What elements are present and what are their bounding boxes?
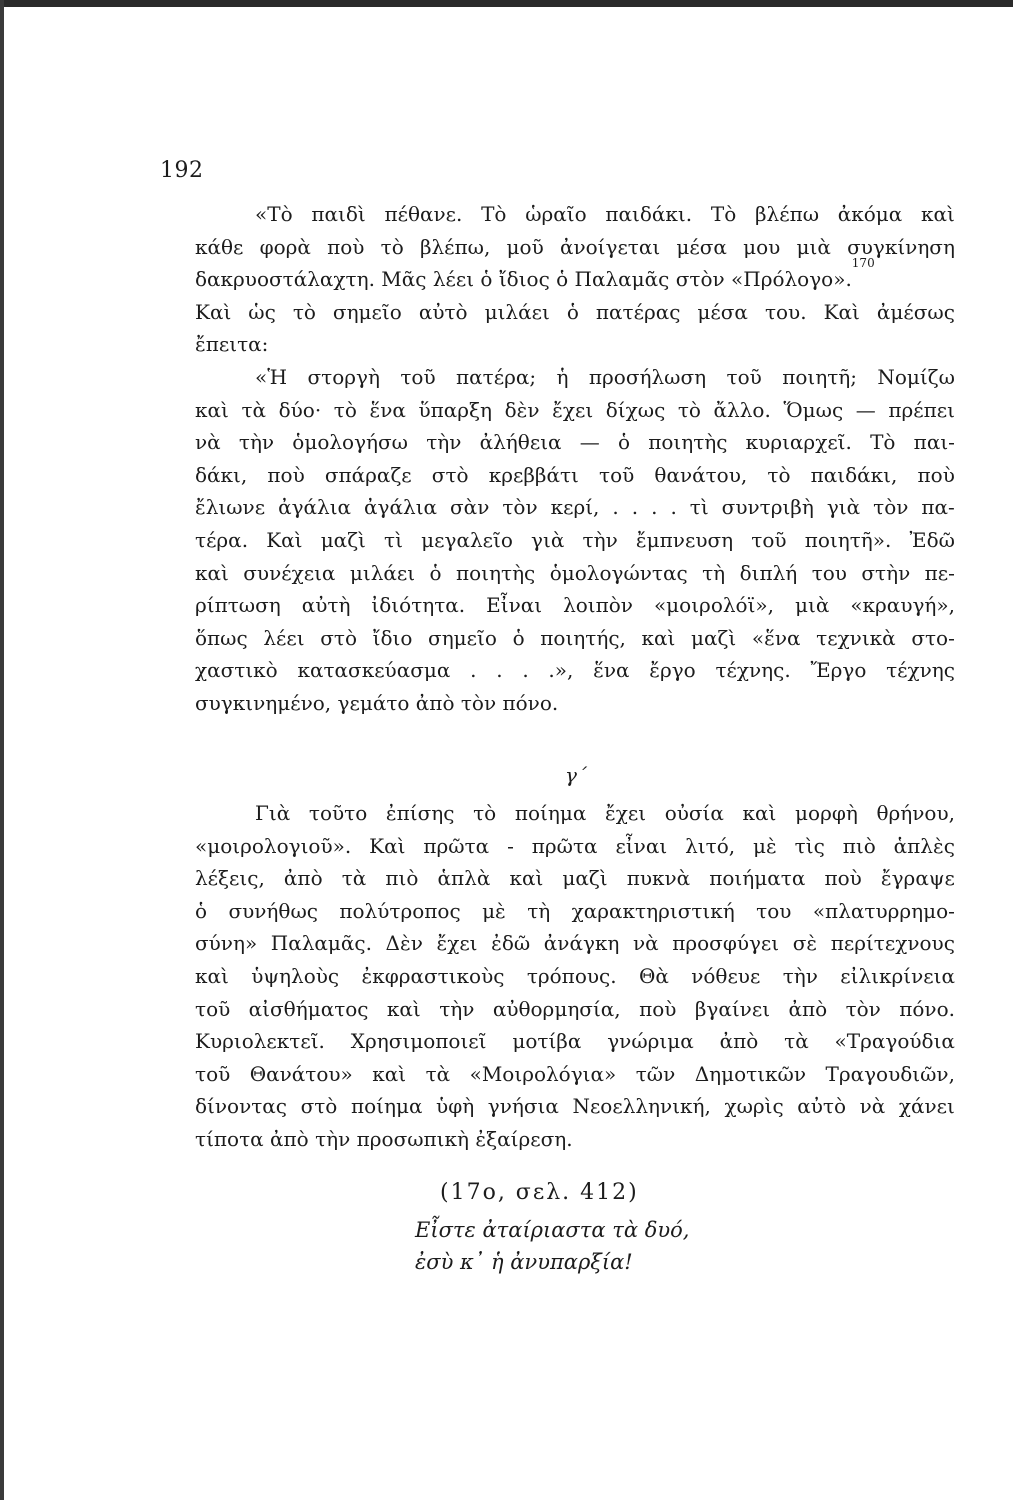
word: βγαίνει	[694, 996, 771, 1021]
word: λοιπὸν	[563, 593, 633, 618]
word: Τὸ	[481, 202, 507, 226]
word: πυκνὰ	[626, 866, 691, 891]
word: σημεῖο	[428, 625, 497, 650]
paragraph3-line	[195, 927, 955, 960]
word: ποὺ	[824, 866, 862, 891]
paragraph1-line-text: δακρυοστάλαχτη. Μᾶς λέει ὁ ἴδιος ὁ Παλαμᾶς στὸν «Πρόλογο».	[195, 267, 852, 292]
word: .»,	[548, 658, 574, 683]
word: του	[811, 560, 847, 585]
word: Δὲν	[385, 931, 423, 956]
word: τὴν	[439, 996, 475, 1021]
word: «μοιρολόϊ»,	[653, 593, 775, 618]
word: ποὺ	[917, 462, 955, 487]
paragraph2-line	[195, 491, 955, 524]
word: ἡ	[556, 364, 569, 389]
word: ὁμολογήσω	[292, 430, 408, 455]
word: καὶ	[641, 625, 676, 650]
word: περίτεχνους	[830, 931, 955, 956]
word: τέχνης	[886, 658, 955, 683]
word: μορφὴ	[795, 801, 858, 825]
word: βλέπω,	[419, 234, 491, 259]
word: πολύτροπος	[339, 898, 461, 923]
word: μοῦ	[506, 234, 544, 259]
word: τοῦ	[195, 1061, 231, 1086]
word: Τὸ	[710, 202, 737, 226]
word: ποὺ	[327, 234, 365, 259]
word: Νεοελληνική,	[572, 1094, 711, 1119]
word: «Μοιρολόγια»	[469, 1061, 617, 1086]
word: ἀμέσως	[876, 299, 955, 324]
word: μαζὶ	[562, 866, 608, 891]
word: τοῦτο	[308, 801, 368, 825]
word: «μοιρολογιοῦ».	[195, 833, 352, 858]
word: πατέρα;	[456, 364, 537, 389]
footnote-ref: 170	[851, 256, 875, 271]
word: ὡς	[248, 299, 276, 324]
paragraph3-line	[195, 895, 955, 928]
word: τοῦ	[400, 364, 436, 389]
word: «ἕνα	[751, 625, 801, 650]
word: αὐτὴ	[301, 593, 351, 618]
word: δίνοντας	[195, 1094, 288, 1119]
paragraph1-line	[195, 256, 955, 296]
word: νόθευε	[691, 963, 761, 988]
word: τὸ	[333, 397, 357, 422]
word: ὁ	[195, 898, 208, 923]
word: παιδάκι,	[810, 462, 898, 487]
word: ἀγάλια	[278, 495, 352, 520]
paragraph3-line	[195, 862, 955, 895]
word: ἐπίσης	[385, 801, 455, 825]
word: ἔργο	[649, 658, 696, 683]
word: καὶ	[195, 963, 229, 988]
word: τὶ	[689, 495, 709, 520]
word: κάθε	[195, 234, 244, 259]
word: συντριβὴ	[721, 495, 814, 520]
word: τὶ	[384, 527, 403, 552]
word: ποιητῆ».	[804, 527, 892, 552]
word: ὕπαρξη	[418, 397, 493, 422]
word: τὰ	[341, 866, 367, 891]
word: μὲ	[753, 833, 777, 858]
word: μιὰ	[794, 593, 830, 618]
word: ποιητὴς	[648, 430, 728, 455]
word: μου	[743, 234, 781, 259]
word: ἄλλο.	[713, 397, 771, 422]
word: του	[756, 898, 792, 923]
word: χωρὶς	[724, 1094, 784, 1119]
word: πατέρας	[595, 299, 681, 324]
word: ἁπλὲς	[893, 833, 955, 858]
word: ἕνα	[593, 658, 630, 683]
word: τέρα.	[195, 527, 249, 552]
word: Νομίζω	[877, 364, 955, 389]
word: τὴν	[426, 430, 462, 455]
paragraph2-line: συγκινημένο, γεμάτο ἀπὸ τὸν πόνο.	[195, 690, 559, 715]
word: δύο·	[278, 397, 322, 422]
verse-line: ἐσὺ κ᾿ ἡ ἀνυπαρξία!	[415, 1250, 633, 1274]
word: .	[522, 658, 529, 683]
word: μιὰ	[796, 234, 831, 259]
word: τέχνης.	[715, 658, 791, 683]
word: καὶ	[386, 996, 421, 1021]
word: κυριαρχεῖ.	[745, 430, 852, 455]
word: ὑψηλοὺς	[251, 963, 340, 988]
paragraph3-line	[195, 830, 955, 863]
word: τὴν	[582, 527, 618, 552]
word: τρόπους.	[526, 963, 617, 988]
word: γιὰ	[826, 495, 861, 520]
word: τὸ	[292, 299, 316, 324]
word: χαρακτηριστική	[571, 898, 735, 923]
word: Καὶ	[369, 833, 406, 858]
word: .	[670, 495, 677, 520]
word: λέξεις,	[195, 866, 265, 891]
scan-left-edge	[0, 0, 4, 1500]
word: Τραγουδιῶν,	[825, 1061, 955, 1086]
word: —	[579, 430, 600, 455]
word: τῶν	[635, 1061, 676, 1086]
word: ὁ	[617, 430, 630, 455]
word: Θανάτου»	[249, 1061, 353, 1086]
word: τοῦ	[599, 462, 635, 487]
word: τεχνικὰ	[816, 625, 896, 650]
word: ἔχει	[552, 397, 594, 422]
word: μέσα	[676, 234, 727, 259]
word: Δημοτικῶν	[694, 1061, 807, 1086]
paragraph2-line	[195, 524, 955, 557]
word: .	[470, 658, 477, 683]
word: ἀπὸ	[788, 996, 828, 1021]
word: μέσα	[697, 299, 748, 324]
word: πιὸ	[842, 833, 876, 858]
word: Καὶ	[823, 299, 860, 324]
word: θανάτου,	[654, 462, 748, 487]
word: συνέχεια	[243, 560, 336, 585]
word: .	[612, 495, 619, 520]
word: καὶ	[195, 397, 229, 422]
paragraph2-line	[195, 589, 955, 622]
word: πρῶτα	[423, 833, 490, 858]
word: κατασκεύασμα	[297, 658, 451, 683]
word: Γιὰ	[255, 801, 291, 825]
word: Θὰ	[638, 963, 669, 988]
word: φορὰ	[259, 234, 311, 259]
word: ὁ	[566, 299, 579, 324]
paragraph2-line	[195, 557, 955, 590]
word: Ἐδῶ	[909, 527, 955, 552]
word: ποιητὴς	[456, 560, 536, 585]
word: καὶ	[195, 560, 229, 585]
word: Χρησιμοποιεῖ	[350, 1029, 487, 1054]
word: κρεββάτι	[488, 462, 579, 487]
paragraph1-line	[195, 231, 955, 264]
paragraph1-line	[195, 296, 955, 329]
paragraph3-line: τίποτα ἀπὸ τὴν προσωπικὴ ἐξαίρεση.	[195, 1126, 573, 1151]
word: ποιητής,	[540, 625, 626, 650]
word: δάκι,	[195, 462, 248, 487]
word: μιλάει	[484, 299, 550, 324]
paragraph2-line	[195, 459, 955, 492]
word: ποιητῆ;	[782, 364, 857, 389]
word: ἀκόμα	[837, 202, 903, 226]
word: γνώριμα	[607, 1029, 694, 1054]
word: στοργὴ	[307, 364, 380, 389]
section-mark: γ΄	[565, 763, 587, 787]
word: σὰν	[450, 495, 490, 520]
word: πρῶτα	[531, 833, 598, 858]
word: χαστικὸ	[195, 658, 278, 683]
word: νὰ	[632, 931, 659, 956]
paragraph3-line	[195, 993, 955, 1026]
word: ἔλιωνε	[195, 495, 266, 520]
word: Παλαμᾶς.	[270, 931, 372, 956]
paragraph2-line	[195, 654, 955, 687]
paragraph3-line	[195, 1058, 955, 1091]
word: ἀπὸ	[719, 1029, 759, 1054]
word: σὲ	[792, 931, 818, 956]
word: μιλάει	[349, 560, 416, 585]
word: ὁμολογώντας	[549, 560, 688, 585]
word: τὰ	[241, 397, 267, 422]
word: παιδὶ	[311, 202, 366, 226]
word: δὲν	[504, 397, 540, 422]
scan-top-edge	[0, 0, 1013, 7]
word: ἀλήθεια	[479, 430, 562, 455]
word: καὶ	[742, 801, 777, 825]
word: -	[507, 833, 514, 858]
paragraph1-line	[195, 198, 955, 231]
word: ἔγραψε	[880, 866, 955, 891]
word: συγκίνηση	[847, 234, 955, 259]
word: αὐτὸ	[418, 299, 468, 324]
word: τοῦ	[751, 527, 787, 552]
word: χάνει	[898, 1094, 955, 1119]
word: σπάραζε	[324, 462, 412, 487]
word: καὶ	[509, 866, 544, 891]
word: ποὺ	[639, 996, 677, 1021]
word: στὸ	[300, 1094, 338, 1119]
word: ὑφὴ	[436, 1094, 475, 1119]
word: πόνο.	[899, 996, 955, 1021]
word: τὴ	[527, 898, 551, 923]
word: μαζὶ	[320, 527, 366, 552]
word: δίχως	[605, 397, 666, 422]
word: πε-	[924, 560, 955, 585]
word: παιδάκι.	[605, 202, 693, 226]
word: νὰ	[195, 430, 221, 455]
word: «Τραγούδια	[834, 1029, 955, 1054]
paragraph3-line	[195, 960, 955, 993]
word: ἀπὸ	[283, 866, 323, 891]
word: νὰ	[859, 1094, 886, 1119]
word: τὸ	[767, 462, 791, 487]
word: Ὅμως	[783, 397, 844, 422]
word: γνήσια	[487, 1094, 559, 1119]
paragraph3-line	[195, 1025, 955, 1058]
word: τὴ	[702, 560, 726, 585]
word: ἰδιότητα.	[371, 593, 466, 618]
word: ἐδῶ	[491, 931, 531, 956]
word: ποὺ	[267, 462, 305, 487]
word: «Τὸ	[255, 202, 293, 226]
word: τοῦ	[726, 364, 762, 389]
word: προσφύγει	[672, 931, 780, 956]
word: τὴν	[238, 430, 275, 455]
word: ἀνάγκη	[543, 931, 620, 956]
paragraph2-line	[195, 361, 955, 394]
word: ἴδιο	[372, 625, 413, 650]
word: ἔμπνευση	[635, 527, 734, 552]
word: τὸν	[873, 495, 909, 520]
word: .	[651, 495, 658, 520]
word: βλέπω	[754, 202, 820, 226]
body-text	[195, 198, 955, 720]
word: στο-	[911, 625, 955, 650]
word: σημεῖο	[332, 299, 402, 324]
word: μοτίβα	[512, 1029, 582, 1054]
word: παι-	[913, 430, 955, 455]
word: ὁ	[429, 560, 442, 585]
word: ἀγάλια	[364, 495, 438, 520]
word: διπλή	[739, 560, 798, 585]
word: τὰ	[425, 1061, 451, 1086]
word: τὸ	[677, 397, 701, 422]
word: λιτό,	[685, 833, 736, 858]
word: εἶναι	[615, 833, 668, 858]
word: αὐθορμησία,	[492, 996, 621, 1021]
word: ποίημα	[514, 801, 587, 825]
page-number: 192	[160, 158, 204, 183]
word: ἔχει	[436, 931, 478, 956]
paragraph2-line	[195, 622, 955, 655]
word: μαζὶ	[691, 625, 737, 650]
quote-citation: (17ο, σελ. 412)	[440, 1180, 639, 1205]
word: .	[496, 658, 503, 683]
paragraph2-line	[195, 426, 955, 459]
word: ὅπως	[195, 625, 248, 650]
word: προσήλωση	[588, 364, 707, 389]
word: πα-	[921, 495, 955, 520]
paragraph3-line	[195, 1090, 955, 1123]
word: «κραυγή»,	[850, 593, 955, 618]
quote-verse	[415, 1214, 689, 1278]
paragraph2-line	[195, 394, 955, 427]
word: ἁπλὰ	[437, 866, 491, 891]
word: στὸ	[320, 625, 357, 650]
paragraph1-line: ἔπειτα:	[195, 332, 269, 357]
word: στὴν	[861, 560, 911, 585]
word: τὸν	[845, 996, 881, 1021]
word: κερί,	[550, 495, 600, 520]
word: τὸν	[502, 495, 538, 520]
word: Καὶ	[266, 527, 303, 552]
verse-line: Εἶστε ἀταίριαστα τὰ δυό,	[415, 1218, 690, 1242]
word: καὶ	[372, 1061, 407, 1086]
word: Κυριολεκτεῖ.	[195, 1029, 325, 1054]
word: Ἔργο	[810, 658, 867, 683]
word: ἐκφραστικοὺς	[361, 963, 505, 988]
word: τὴν	[782, 963, 818, 988]
word: τοῦ	[195, 996, 231, 1021]
word: μεγαλεῖο	[421, 527, 513, 552]
word: ποίημα	[350, 1094, 423, 1119]
word: «πλατυρρημο-	[812, 898, 955, 923]
word: «Ἡ	[255, 364, 288, 389]
word: τὶς	[794, 833, 825, 858]
word: πιὸ	[385, 866, 419, 891]
word: του.	[764, 299, 807, 324]
word: Καὶ	[195, 299, 232, 324]
word: στὸ	[431, 462, 469, 487]
word: πέθανε.	[384, 202, 463, 226]
word: συνήθως	[228, 898, 318, 923]
word: ὁ	[512, 625, 525, 650]
word: .	[631, 495, 639, 520]
word: —	[855, 397, 876, 422]
body-text-section	[195, 797, 955, 1156]
paragraph3-line	[195, 797, 955, 830]
word: καὶ	[921, 202, 955, 226]
word: θρήνου,	[876, 801, 955, 825]
word: Εἶναι	[486, 593, 543, 618]
word: πρέπει	[888, 397, 955, 422]
word: αὐτὸ	[797, 1094, 847, 1119]
word: τὰ	[784, 1029, 809, 1054]
word: τὸ	[380, 234, 404, 259]
word: εἰλικρίνεια	[840, 963, 955, 988]
word: τὸ	[473, 801, 497, 825]
word: λέει	[263, 625, 305, 650]
word: Τὸ	[870, 430, 896, 455]
word: ἀνοίγεται	[559, 234, 661, 259]
word: ρίπτωση	[195, 593, 281, 618]
word: ὡραῖο	[525, 202, 587, 226]
word: ἕνα	[369, 397, 406, 422]
word: ποιήματα	[709, 866, 806, 891]
word: γιὰ	[531, 527, 565, 552]
word: μὲ	[482, 898, 506, 923]
word: αἰσθήματος	[248, 996, 369, 1021]
word: σύνη»	[195, 931, 258, 956]
word: ἔχει	[605, 801, 647, 825]
word: οὐσία	[664, 801, 724, 825]
